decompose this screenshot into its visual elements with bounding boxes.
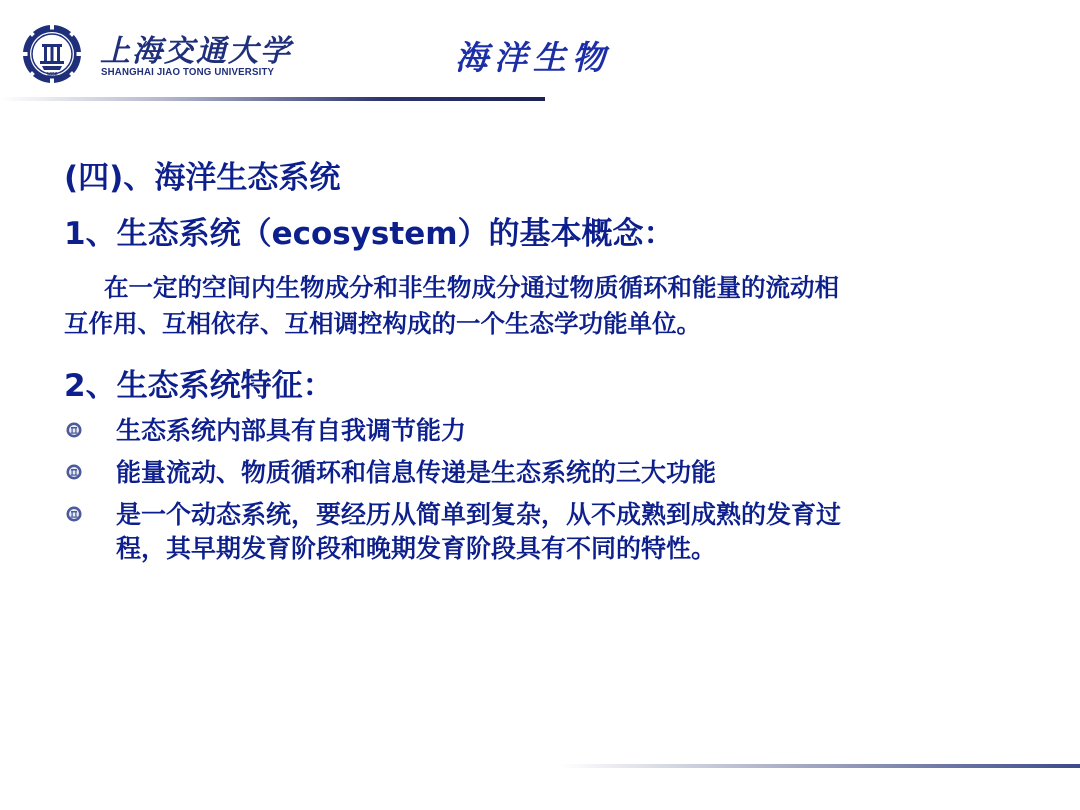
emblem-bullet-icon (66, 506, 82, 522)
list-item-text: 是一个动态系统，要经历从简单到复杂，从不成熟到成熟的发育过 (116, 500, 842, 529)
concept-heading: 1、生态系统（ecosystem）的基本概念： (64, 216, 675, 252)
list-item (64, 498, 1024, 566)
list-item-text: 生态系统内部具有自我调节能力 (116, 416, 467, 445)
definition-line: 互作用、互相依存、互相调控构成的一个生态学功能单位。 (64, 309, 701, 338)
section-heading: (四)、海洋生态系统 (64, 160, 341, 196)
university-name-english: SHANGHAI JIAO TONG UNIVERSITY (101, 66, 275, 78)
svg-text:1896: 1896 (46, 72, 58, 78)
features-heading: 2、生态系统特征： (64, 368, 334, 404)
emblem-bullet-icon (66, 422, 82, 438)
list-item (64, 414, 1024, 448)
university-name-chinese: 上海交通大学 (100, 34, 292, 69)
features-list (64, 414, 1024, 574)
emblem-bullet-icon (66, 464, 82, 480)
list-item (64, 456, 1024, 490)
definition-paragraph (64, 270, 1024, 342)
slide-title: 海洋生物 (455, 38, 611, 77)
footer-divider (560, 764, 1080, 768)
list-item-text: 程，其早期发育阶段和晚期发育阶段具有不同的特性。 (116, 534, 717, 563)
list-item-text: 能量流动、物质循环和信息传递是生态系统的三大功能 (116, 458, 717, 487)
definition-line: 在一定的空间内生物成分和非生物成分通过物质循环和能量的流动相 (104, 273, 839, 302)
